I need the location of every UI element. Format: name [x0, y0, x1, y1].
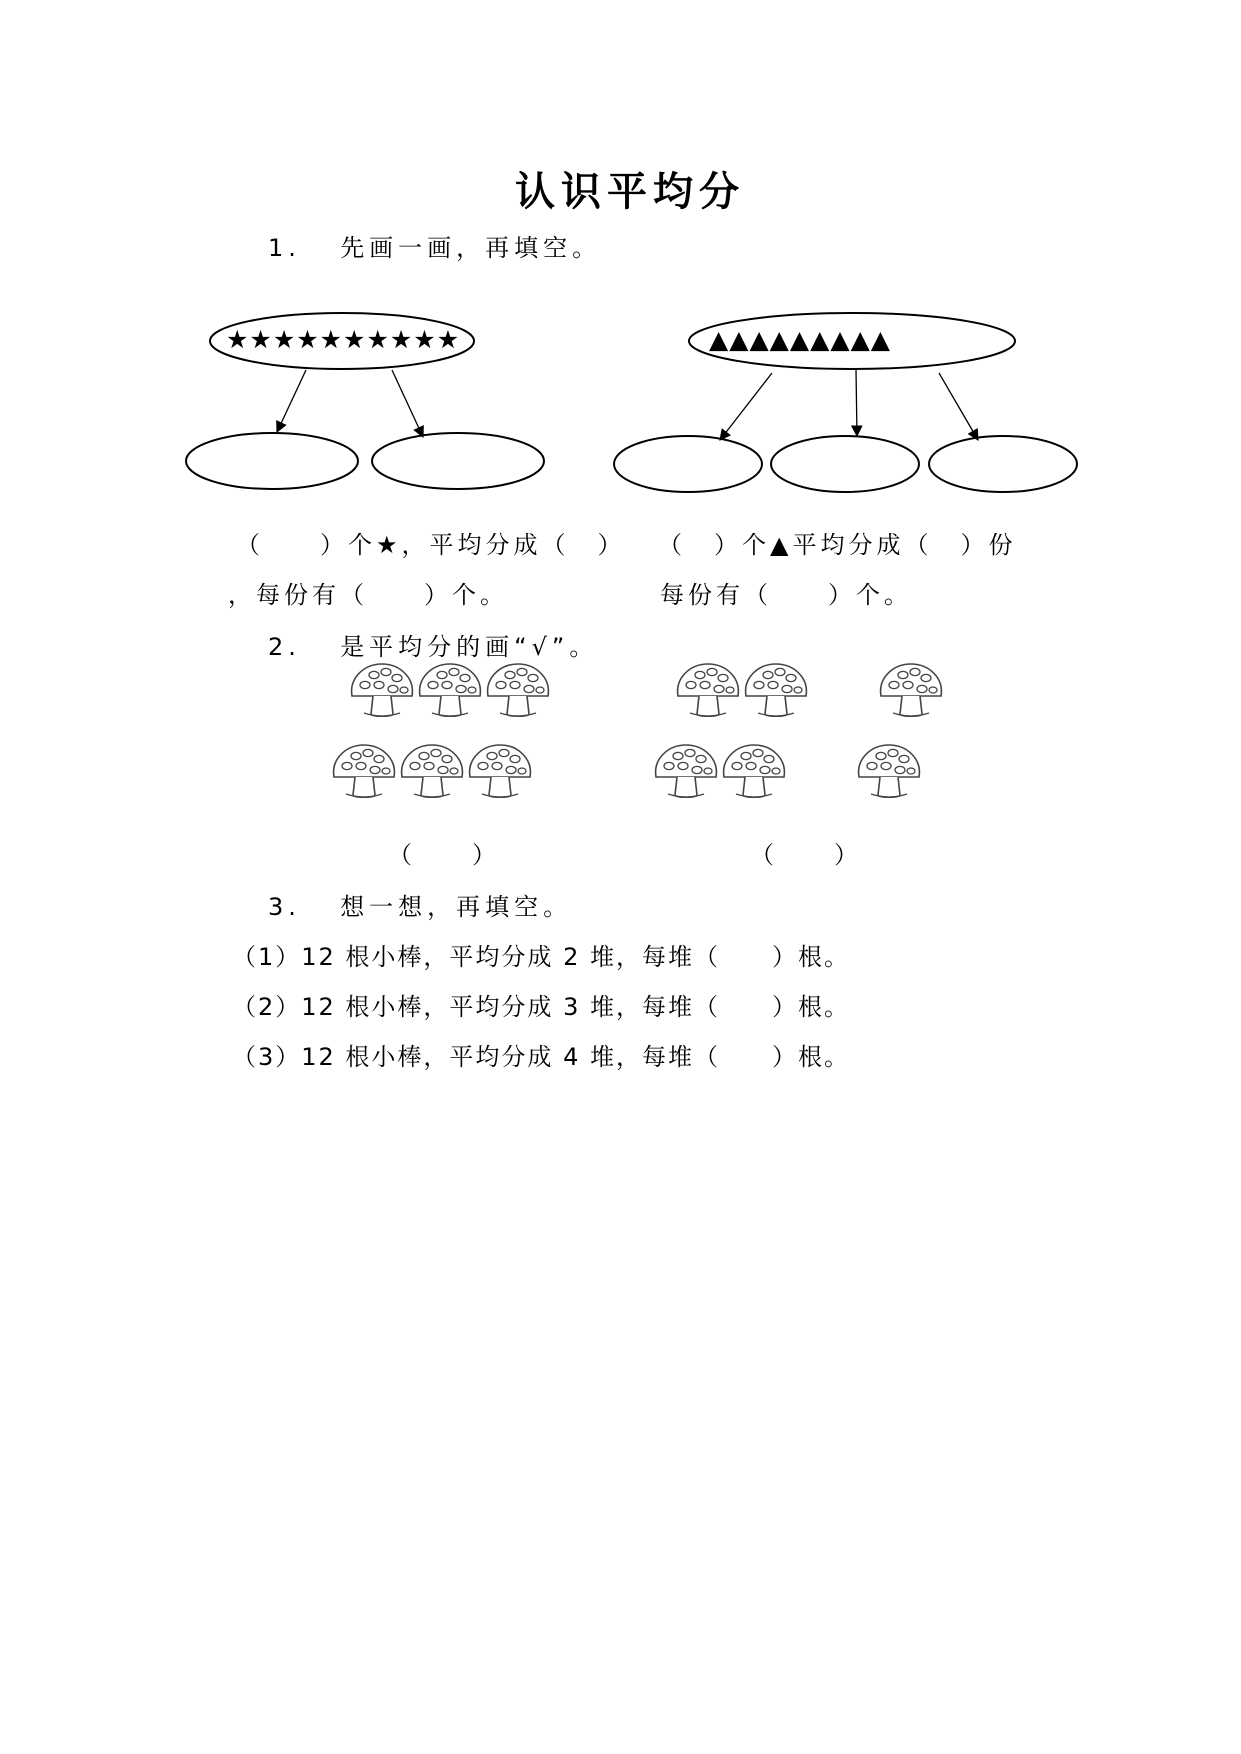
mushroom-icon — [859, 745, 920, 797]
mushroom-icon — [724, 745, 785, 797]
q1-instruction: 先画一画，再填空。 — [340, 234, 602, 262]
q2-instruction: 是平均分的画“√”。 — [340, 633, 599, 661]
stars-row: ★★★★★★★★★★ — [226, 325, 461, 354]
q1-left-line1: （ ）个★，平均分成（ ） — [236, 531, 626, 559]
q3-instruction: 想一想，再填空。 — [340, 893, 573, 921]
mushroom-icon — [334, 745, 395, 797]
q2-answer-left: （ ） — [388, 841, 500, 869]
q3-number: 3. — [268, 893, 301, 921]
q3-item-2: （2）12 根小棒，平均分成 3 堆，每堆（ ）根。 — [232, 993, 850, 1021]
q2-number: 2. — [268, 633, 301, 661]
page-title: 认识平均分 — [515, 168, 745, 215]
mushroom-icon — [488, 664, 549, 716]
q1-left-line2: ，每份有（ ）个。 — [228, 581, 508, 609]
mushroom-icon — [678, 664, 739, 716]
q3-heading — [268, 887, 572, 922]
q3-item-1: （1）12 根小棒，平均分成 2 堆，每堆（ ）根。 — [232, 943, 850, 971]
mushroom-icon — [352, 664, 413, 716]
mushroom-icon — [402, 745, 463, 797]
q1-number: 1. — [268, 234, 301, 262]
q2-answer-right: （ ） — [750, 841, 862, 869]
q1-right-line2: 每份有（ ）个。 — [660, 581, 912, 609]
mushroom-icon — [746, 664, 807, 716]
mushroom-icon — [656, 745, 717, 797]
q1-right-line1: （ ）个▲平均分成（ ）份 — [658, 531, 1017, 559]
mushroom-icon — [420, 664, 481, 716]
q3-item-3: （3）12 根小棒，平均分成 4 堆，每堆（ ）根。 — [232, 1043, 850, 1071]
triangles-row: ▲▲▲▲▲▲▲▲▲ — [709, 325, 892, 354]
mushroom-icon — [470, 745, 531, 797]
mushroom-icon — [881, 664, 942, 716]
